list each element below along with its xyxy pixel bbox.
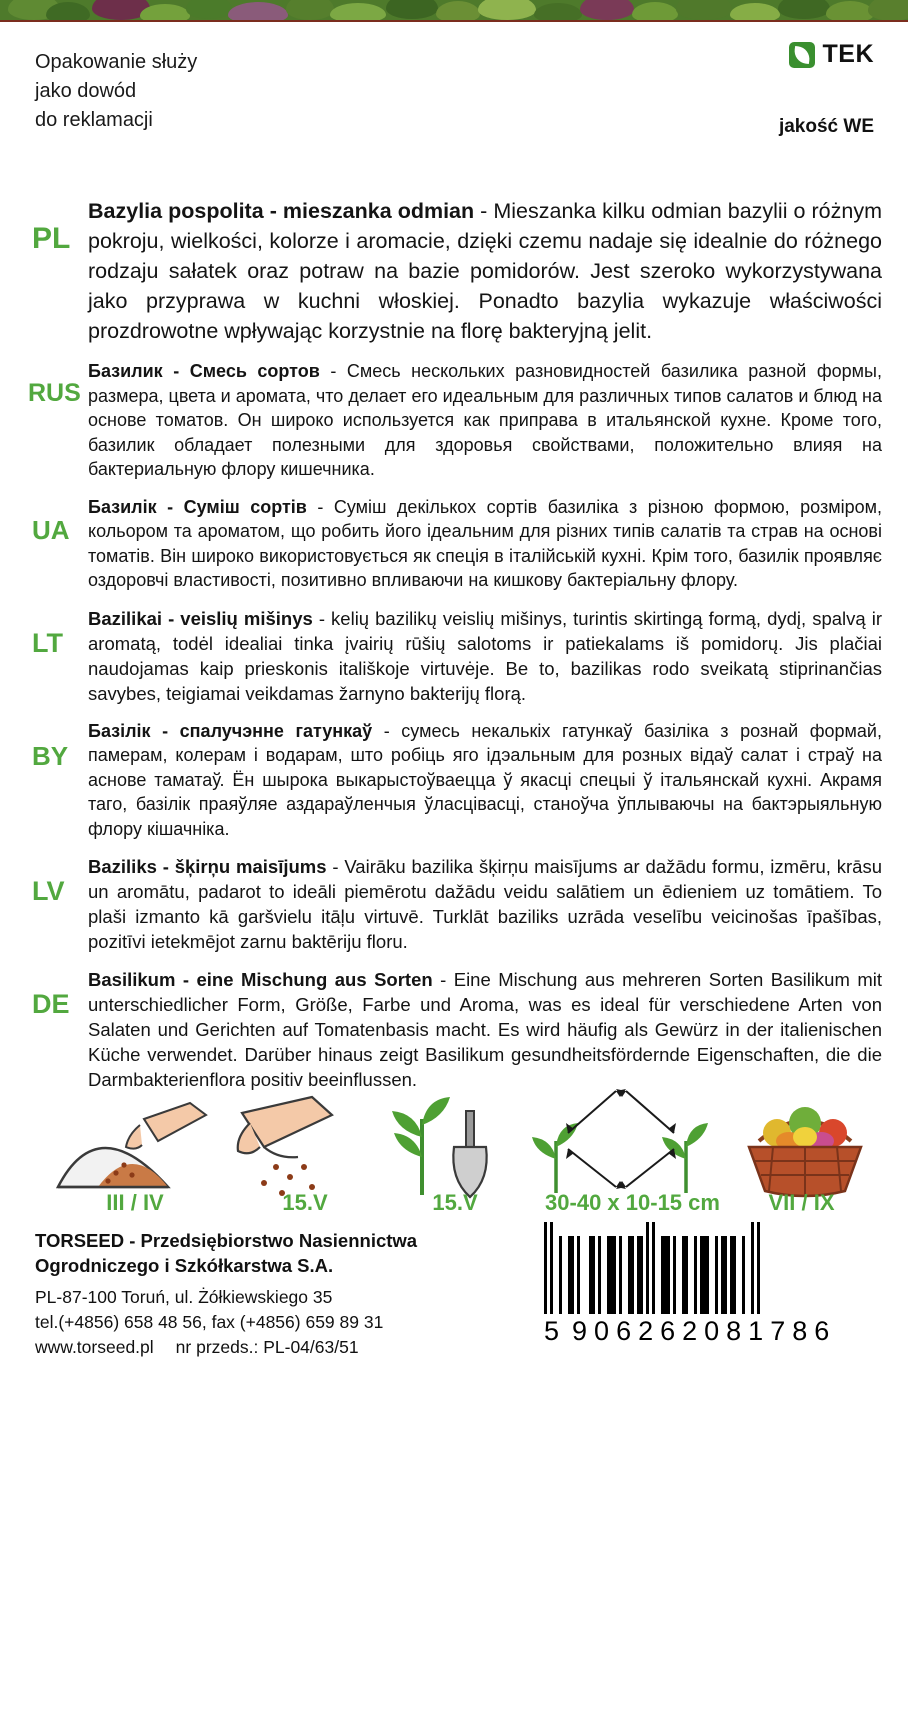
company-registration-number: nr przeds.: PL-04/63/51 [175, 1337, 359, 1357]
description-text-lv [88, 854, 882, 954]
company-web-row [35, 1335, 505, 1360]
description-title-ua: Базилік - Суміш сортів [88, 496, 307, 517]
return-policy-note [35, 48, 197, 135]
barcode-lead-digit: 5 [544, 1316, 567, 1346]
description-title-lt: Bazilikai - veislių mišinys [88, 607, 313, 629]
quality-label: jakość WE [778, 116, 874, 137]
language-code-lv: LV [32, 876, 65, 906]
language-code-by: BY [32, 740, 69, 771]
pictogram-label-spacing: 30-40 x 10-15 cm [545, 1190, 720, 1215]
brand-logo [789, 40, 875, 69]
language-code-de: DE [32, 989, 70, 1019]
description-block-by [0, 719, 908, 842]
description-title-lv: Baziliks - šķirņu maisījums [88, 856, 327, 877]
strip-divider [0, 20, 908, 22]
description-title-rus: Базилик - Смесь сортов [88, 361, 320, 381]
barcode-digits [544, 1316, 874, 1347]
return-policy-line-3: do reklamacji [35, 109, 153, 131]
description-title-by: Базілік - спалучэнне гатункаў [88, 720, 373, 741]
company-name-line-2: Ogrodniczego i Szkółkarstwa S.A. [35, 1255, 334, 1276]
description-list [0, 196, 908, 1105]
harvest-basket-icon [725, 1075, 885, 1205]
sowing-by-hand-icon [220, 1075, 370, 1205]
planting-trowel-icon [370, 1075, 520, 1205]
spacing-arrows-icon [520, 1075, 725, 1205]
description-block-rus [0, 359, 908, 482]
company-footer [35, 1228, 505, 1360]
barcode-bars [544, 1222, 874, 1314]
description-text-rus [88, 359, 882, 482]
barcode-left-group: 906262 [572, 1316, 705, 1346]
pictogram-label-sowing-under-cover: III / IV [106, 1190, 164, 1215]
description-body-de: - Eine Mischung aus mehreren Sorten Basilikum mit unterschiedlicher Form, Größe, Farbe und Aroma, was es ideal für verschiedene Arten von Salaten und Gerichten auf Tomatenbasis macht. Es wird häufig als Gewürz in der italienischen Küche verwendet. Darüber hinaus zeigt Basilikum gesundheitsfördernde Eigenschaften, die die Darmbakterienflora positiv beeinflussen. [88, 969, 882, 1090]
description-body-by: - сумесь некалькіх гатункаў базіліка з рознай формай, памерам, колерам і водарам, што робіць яго ідэальным для розных відаў салат і страў на аснове таматаў. Ён шырока выкарыстоўваецца ў якасці спецыі ў італьянскай кухні. Акрамя таго, базілік праяўляе аздараўленчыя ўласцівасці, станоўча ўплываючы на бактэрыяльную флору кішачніка. [88, 720, 882, 839]
brand-name: TEK [822, 40, 874, 68]
description-block-lt [0, 606, 908, 706]
language-code-rus: RUS [28, 379, 81, 407]
barcode [544, 1222, 874, 1347]
language-code-pl: PL [32, 222, 71, 255]
company-website[interactable]: www.torseed.pl [35, 1337, 154, 1357]
barcode-right-group: 081786 [704, 1316, 837, 1346]
return-policy-line-2: jako dowód [35, 80, 137, 102]
pictogram-label-row [40, 1190, 868, 1216]
pictogram-label-planting: 15.V [432, 1190, 478, 1215]
description-text-lt [88, 606, 882, 706]
description-body-rus: - Смесь нескольких разновидностей базилика разной формы, размера, цвета и аромата, что делает его идеальным для различных типов салатов и блюд на основе томатов. Он широко используется как приправа в итальянской кухне. Кроме того, базилик обладает полезными для здоровья свойствами, положительно влияя на бактериальную флору кишечника. [88, 361, 882, 479]
description-block-ua [0, 495, 908, 593]
pictogram-label-harvest: VII / IX [768, 1190, 835, 1215]
description-block-lv [0, 854, 908, 954]
description-text-ua [88, 495, 882, 593]
company-name-line-1: TORSEED - Przedsiębiorstwo Nasiennictwa [35, 1230, 418, 1251]
sowing-under-cover-icon [40, 1075, 220, 1205]
header-photo-strip [0, 0, 908, 22]
language-code-ua: UA [32, 514, 70, 545]
description-body-lt: - kelių bazilikų veislių mišinys, turintis skirtingą formą, dydį, spalvą ir aromatą, todėl idealiai tinka įvairių rūšių salotoms ir patiekalams iš pomidorų. Jis plačiai naudojamas kaip prieskonis itališkoje virtuvėje. Be to, bazilikas rodo sveikatą stiprinančias savybes, teigiamai veikdamas žarnyno bakterijų florą. [88, 607, 882, 704]
cultivation-pictograms [40, 1055, 868, 1205]
company-address: PL-87-100 Toruń, ul. Żółkiewskiego 35 [35, 1287, 333, 1307]
company-name [35, 1228, 505, 1278]
leaf-icon [789, 42, 815, 68]
description-body-ua: - Суміш декількох сортів базиліка з різною формою, розміром, кольором та ароматом, що робить його ідеальним для різних типів салатів та страв на основі томатів. Він широко використовується як спеція в італійській кухні. Крім того, базилік проявляє оздоровчі властивості, позитивно впливаючи на кишкову бактеріальну флору. [88, 496, 882, 590]
description-title-de: Basilikum - eine Mischung aus Sorten [88, 969, 433, 990]
description-text-by [88, 719, 882, 842]
return-policy-line-1: Opakowanie służy [35, 51, 198, 73]
language-code-lt: LT [32, 627, 63, 658]
company-phone: tel.(+4856) 658 48 56, fax (+4856) 659 89 31 [35, 1312, 384, 1332]
description-text-pl [88, 196, 882, 346]
description-body-lv: - Vairāku bazilika šķirņu maisījums ar dažādu formu, izmēru, krāsu un aromātu, padarot to ideāli piemērotu dažādu veidu salātiem un ēdieniem uz tomātiem. To plaši izmanto kā garšvielu itāļu virtuvē. Turklāt baziliks uzrāda veselību veicinošas īpašības, pozitīvi ietekmējot zarnu baktēriju floru. [88, 856, 882, 952]
description-body-pl: - Mieszanka kilku odmian bazylii o różnym pokroju, wielkości, kolorze i aromacie, dzięki czemu nadaje się idealnie do różnego rodzaju sałatek oraz potraw na bazie pomidorów. Jest szeroko wykorzystywana jako przyprawa w kuchni włoskiej. Ponadto bazylia wykazuje właściwości prozdrowotne wpływając korzystnie na florę bakteryjną jelit. [88, 199, 882, 343]
description-title-pl: Bazylia pospolita - mieszanka odmian [88, 199, 475, 223]
pictogram-label-sowing-by-hand: 15.V [282, 1190, 328, 1215]
description-block-pl [0, 196, 908, 346]
company-contact [35, 1285, 505, 1360]
